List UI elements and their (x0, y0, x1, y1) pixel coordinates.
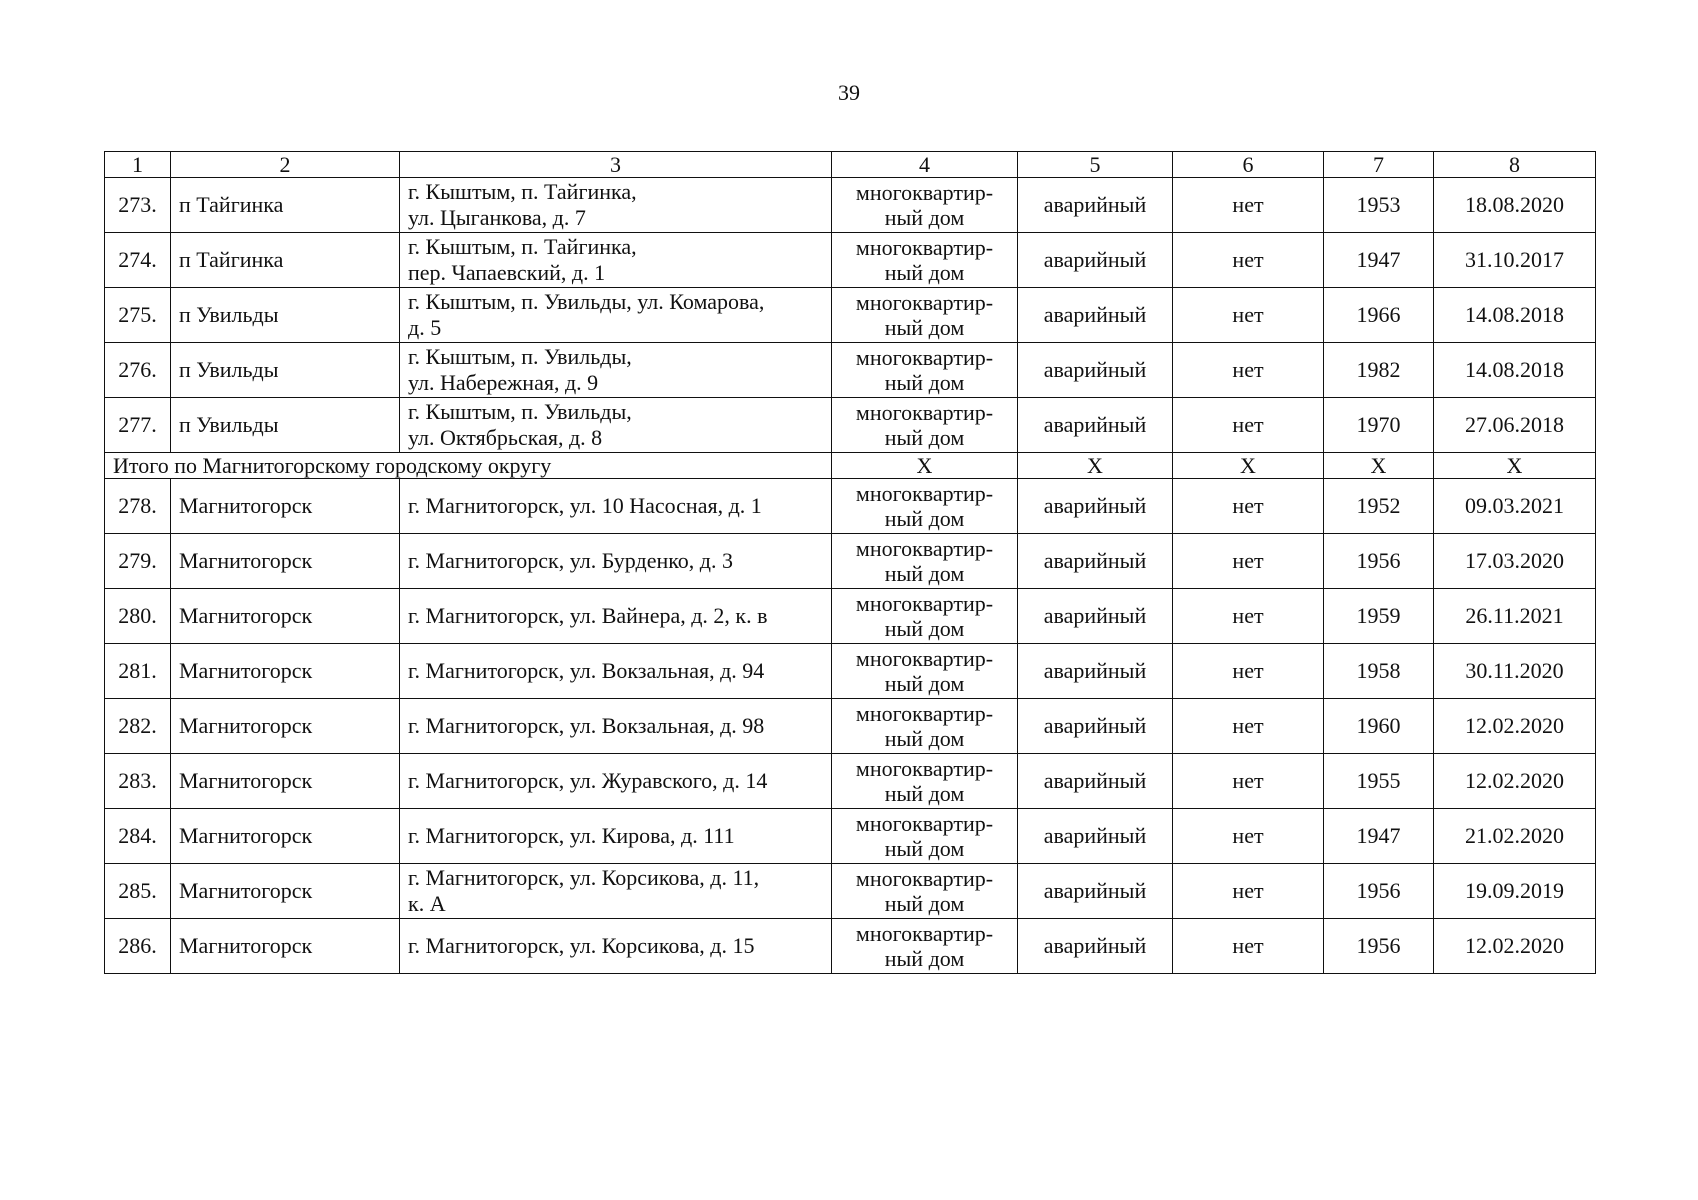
flag-cell (1173, 754, 1324, 809)
flag-cell (1173, 589, 1324, 644)
address-line: г. Магнитогорск, ул. Вокзальная, д. 98 (408, 713, 765, 738)
condition-cell (1018, 479, 1173, 534)
year-cell (1324, 534, 1434, 589)
build-year: 1956 (1356, 878, 1401, 903)
total-mark-cell (1173, 453, 1324, 479)
locality-cell (171, 479, 400, 534)
date-cell (1434, 809, 1596, 864)
condition-cell (1018, 864, 1173, 919)
address-line: г. Магнитогорск, ул. Журавского, д. 14 (408, 768, 768, 793)
building-type-line: ный дом (884, 671, 965, 696)
date-cell (1434, 479, 1596, 534)
year-cell (1324, 864, 1434, 919)
address-cell (400, 589, 832, 644)
row-number-cell (105, 288, 171, 343)
condition-cell (1018, 534, 1173, 589)
flag-cell (1173, 534, 1324, 589)
locality-name: п Увильды (179, 357, 279, 382)
condition-cell (1018, 919, 1173, 974)
building-type-line: многоквартир- (855, 756, 994, 781)
build-year: 1955 (1356, 768, 1401, 793)
address-cell (400, 178, 832, 233)
condition-cell (1018, 288, 1173, 343)
recognition-date: 09.03.2021 (1465, 493, 1564, 518)
recognition-date: 26.11.2021 (1465, 603, 1564, 628)
table-row (105, 864, 1596, 919)
build-year: 1956 (1356, 933, 1401, 958)
locality-cell (171, 644, 400, 699)
row-number-cell (105, 343, 171, 398)
build-year: 1953 (1356, 192, 1401, 217)
condition-status: аварийный (1043, 823, 1147, 848)
address-cell (400, 534, 832, 589)
year-cell (1324, 479, 1434, 534)
recognition-date: 17.03.2020 (1465, 548, 1564, 573)
date-cell (1434, 398, 1596, 453)
recognition-date: 18.08.2020 (1465, 192, 1564, 217)
date-cell (1434, 343, 1596, 398)
locality-cell (171, 589, 400, 644)
row-number: 285. (118, 878, 157, 903)
table-body (105, 152, 1596, 974)
building-type-line: многоквартир- (855, 481, 994, 506)
column-number: 6 (1173, 152, 1324, 178)
building-type-line: многоквартир- (855, 811, 994, 836)
building-type-cell (832, 343, 1018, 398)
column-number: 1 (105, 152, 171, 178)
condition-cell (1018, 809, 1173, 864)
recognition-date: 12.02.2020 (1465, 713, 1564, 738)
year-cell (1324, 644, 1434, 699)
address-line: г. Магнитогорск, ул. Корсикова, д. 11, (408, 865, 760, 890)
date-cell (1434, 288, 1596, 343)
row-number-cell (105, 754, 171, 809)
date-cell (1434, 754, 1596, 809)
flag-cell (1173, 864, 1324, 919)
row-number: 278. (118, 493, 157, 518)
flag-value: нет (1232, 658, 1264, 683)
building-type-cell (832, 919, 1018, 974)
building-type-cell (832, 699, 1018, 754)
address-line: г. Магнитогорск, ул. 10 Насосная, д. 1 (408, 493, 762, 518)
building-type-line: ный дом (884, 836, 965, 861)
year-cell (1324, 398, 1434, 453)
column-number: 3 (400, 152, 832, 178)
year-cell (1324, 343, 1434, 398)
condition-cell (1018, 699, 1173, 754)
locality-cell (171, 233, 400, 288)
recognition-date: 31.10.2017 (1465, 247, 1564, 272)
address-line: г. Магнитогорск, ул. Вокзальная, д. 94 (408, 658, 765, 683)
page-number: 39 (838, 80, 860, 105)
locality-name: п Тайгинка (179, 247, 284, 272)
address-line: ул. Цыганкова, д. 7 (408, 205, 586, 230)
build-year: 1956 (1356, 548, 1401, 573)
building-type-cell (832, 754, 1018, 809)
locality-name: Магнитогорск (179, 603, 313, 628)
table-row (105, 699, 1596, 754)
build-year: 1966 (1356, 302, 1401, 327)
table-row (105, 233, 1596, 288)
row-number: 286. (118, 933, 157, 958)
year-cell (1324, 589, 1434, 644)
date-cell (1434, 919, 1596, 974)
table-row (105, 479, 1596, 534)
address-line: пер. Чапаевский, д. 1 (408, 260, 606, 285)
row-number-cell (105, 479, 171, 534)
flag-cell (1173, 343, 1324, 398)
building-type-line: многоквартир- (855, 536, 994, 561)
column-number: 4 (832, 152, 1018, 178)
address-line: г. Магнитогорск, ул. Кирова, д. 111 (408, 823, 735, 848)
flag-value: нет (1232, 823, 1264, 848)
address-cell (400, 644, 832, 699)
flag-cell (1173, 809, 1324, 864)
total-mark-cell (1434, 453, 1596, 479)
locality-cell (171, 178, 400, 233)
date-cell (1434, 178, 1596, 233)
flag-cell (1173, 479, 1324, 534)
condition-status: аварийный (1043, 713, 1147, 738)
column-number: 5 (1018, 152, 1173, 178)
address-line: г. Кыштым, п. Тайгинка, (408, 234, 637, 259)
building-type-line: ный дом (884, 425, 965, 450)
flag-cell (1173, 233, 1324, 288)
locality-name: Магнитогорск (179, 768, 313, 793)
condition-cell (1018, 754, 1173, 809)
building-type-line: ный дом (884, 315, 965, 340)
locality-name: Магнитогорск (179, 493, 313, 518)
column-number-row (105, 152, 1596, 178)
condition-status: аварийный (1043, 493, 1147, 518)
condition-cell (1018, 343, 1173, 398)
row-number-cell (105, 644, 171, 699)
condition-status: аварийный (1043, 412, 1147, 437)
condition-cell (1018, 589, 1173, 644)
building-type-line: многоквартир- (855, 400, 994, 425)
address-cell (400, 754, 832, 809)
flag-value: нет (1232, 603, 1264, 628)
table-row (105, 754, 1596, 809)
locality-cell (171, 699, 400, 754)
condition-status: аварийный (1043, 768, 1147, 793)
table-row (105, 288, 1596, 343)
building-type-line: ный дом (884, 616, 965, 641)
flag-value: нет (1232, 247, 1264, 272)
condition-status: аварийный (1043, 878, 1147, 903)
building-type-line: многоквартир- (855, 290, 994, 315)
column-number: 2 (171, 152, 400, 178)
condition-status: аварийный (1043, 933, 1147, 958)
date-cell (1434, 534, 1596, 589)
locality-name: Магнитогорск (179, 713, 313, 738)
address-line: д. 5 (408, 315, 442, 340)
flag-value: нет (1232, 878, 1264, 903)
row-number: 276. (118, 357, 157, 382)
date-cell (1434, 644, 1596, 699)
table-row (105, 809, 1596, 864)
total-label: Итого по Магнитогорскому городскому округу (113, 452, 552, 478)
row-number-cell (105, 919, 171, 974)
recognition-date: 14.08.2018 (1465, 302, 1564, 327)
address-line: г. Магнитогорск, ул. Вайнера, д. 2, к. в (408, 603, 768, 628)
flag-cell (1173, 919, 1324, 974)
locality-name: п Увильды (179, 412, 279, 437)
build-year: 1970 (1356, 412, 1401, 437)
condition-cell (1018, 644, 1173, 699)
table-row (105, 178, 1596, 233)
building-type-line: многоквартир- (855, 591, 994, 616)
condition-status: аварийный (1043, 548, 1147, 573)
building-type-line: ный дом (884, 370, 965, 395)
year-cell (1324, 288, 1434, 343)
condition-status: аварийный (1043, 192, 1147, 217)
row-number-cell (105, 864, 171, 919)
row-number: 281. (118, 658, 157, 683)
row-number-cell (105, 699, 171, 754)
flag-cell (1173, 178, 1324, 233)
flag-value: нет (1232, 713, 1264, 738)
row-number: 283. (118, 768, 157, 793)
condition-cell (1018, 178, 1173, 233)
address-cell (400, 343, 832, 398)
total-mark: Х (916, 452, 933, 478)
building-type-line: ный дом (884, 260, 965, 285)
building-type-line: ный дом (884, 205, 965, 230)
year-cell (1324, 178, 1434, 233)
building-type-line: многоквартир- (855, 235, 994, 260)
condition-status: аварийный (1043, 302, 1147, 327)
date-cell (1434, 864, 1596, 919)
building-type-cell (832, 178, 1018, 233)
recognition-date: 19.09.2019 (1465, 878, 1564, 903)
total-mark: Х (1506, 452, 1523, 478)
address-line: г. Кыштым, п. Увильды, ул. Комарова, (408, 289, 765, 314)
date-cell (1434, 699, 1596, 754)
build-year: 1959 (1356, 603, 1401, 628)
building-type-line: ный дом (884, 561, 965, 586)
locality-name: п Увильды (179, 302, 279, 327)
building-type-cell (832, 809, 1018, 864)
flag-cell (1173, 644, 1324, 699)
total-mark-cell (832, 453, 1018, 479)
locality-cell (171, 534, 400, 589)
building-type-line: ный дом (884, 506, 965, 531)
address-line: к. А (408, 891, 446, 916)
row-number: 275. (118, 302, 157, 327)
housing-registry-table (104, 151, 1596, 974)
recognition-date: 21.02.2020 (1465, 823, 1564, 848)
flag-value: нет (1232, 357, 1264, 382)
locality-cell (171, 398, 400, 453)
building-type-cell (832, 534, 1018, 589)
recognition-date: 12.02.2020 (1465, 768, 1564, 793)
locality-name: Магнитогорск (179, 878, 313, 903)
row-number-cell (105, 589, 171, 644)
year-cell (1324, 233, 1434, 288)
locality-cell (171, 809, 400, 864)
address-line: г. Кыштым, п. Тайгинка, (408, 179, 637, 204)
condition-status: аварийный (1043, 357, 1147, 382)
address-cell (400, 398, 832, 453)
address-line: г. Кыштым, п. Увильды, (408, 344, 632, 369)
flag-cell (1173, 398, 1324, 453)
row-number-cell (105, 534, 171, 589)
total-row (105, 453, 1596, 479)
build-year: 1958 (1356, 658, 1401, 683)
condition-status: аварийный (1043, 247, 1147, 272)
locality-cell (171, 864, 400, 919)
locality-name: п Тайгинка (179, 192, 284, 217)
row-number: 280. (118, 603, 157, 628)
building-type-line: многоквартир- (855, 180, 994, 205)
row-number-cell (105, 398, 171, 453)
total-mark: Х (1240, 452, 1256, 478)
address-cell (400, 288, 832, 343)
building-type-line: ный дом (884, 946, 965, 971)
total-mark: Х (1370, 452, 1387, 478)
flag-cell (1173, 288, 1324, 343)
row-number-cell (105, 233, 171, 288)
row-number: 282. (118, 713, 157, 738)
row-number: 273. (118, 192, 157, 217)
recognition-date: 27.06.2018 (1465, 412, 1564, 437)
date-cell (1434, 589, 1596, 644)
condition-cell (1018, 398, 1173, 453)
address-cell (400, 479, 832, 534)
building-type-line: многоквартир- (855, 921, 994, 946)
row-number-cell (105, 178, 171, 233)
address-cell (400, 233, 832, 288)
year-cell (1324, 919, 1434, 974)
flag-value: нет (1232, 493, 1264, 518)
column-number: 8 (1434, 152, 1596, 178)
row-number: 279. (118, 548, 157, 573)
locality-cell (171, 919, 400, 974)
address-line: г. Магнитогорск, ул. Бурденко, д. 3 (408, 548, 733, 573)
year-cell (1324, 809, 1434, 864)
total-mark-cell (1324, 453, 1434, 479)
row-number: 277. (118, 412, 157, 437)
recognition-date: 30.11.2020 (1465, 658, 1564, 683)
table-row (105, 534, 1596, 589)
condition-cell (1018, 233, 1173, 288)
flag-value: нет (1232, 302, 1264, 327)
flag-value: нет (1232, 768, 1264, 793)
total-label-cell (105, 453, 832, 479)
building-type-cell (832, 233, 1018, 288)
table-row (105, 398, 1596, 453)
table-row (105, 589, 1596, 644)
table-row (105, 343, 1596, 398)
recognition-date: 12.02.2020 (1465, 933, 1564, 958)
flag-value: нет (1232, 412, 1264, 437)
flag-value: нет (1232, 933, 1264, 958)
column-number: 7 (1324, 152, 1434, 178)
building-type-line: многоквартир- (855, 345, 994, 370)
locality-name: Магнитогорск (179, 823, 313, 848)
building-type-cell (832, 589, 1018, 644)
locality-cell (171, 288, 400, 343)
address-cell (400, 919, 832, 974)
building-type-cell (832, 644, 1018, 699)
build-year: 1947 (1356, 247, 1401, 272)
address-line: ул. Октябрьская, д. 8 (408, 425, 603, 450)
address-cell (400, 699, 832, 754)
building-type-line: ный дом (884, 781, 965, 806)
build-year: 1947 (1356, 823, 1401, 848)
date-cell (1434, 233, 1596, 288)
building-type-cell (832, 398, 1018, 453)
building-type-cell (832, 479, 1018, 534)
locality-name: Магнитогорск (179, 548, 313, 573)
build-year: 1982 (1356, 357, 1401, 382)
address-line: г. Магнитогорск, ул. Корсикова, д. 15 (408, 933, 755, 958)
building-type-line: многоквартир- (855, 866, 994, 891)
address-cell (400, 864, 832, 919)
locality-cell (171, 343, 400, 398)
table-row (105, 919, 1596, 974)
row-number: 274. (118, 247, 157, 272)
building-type-cell (832, 288, 1018, 343)
locality-cell (171, 754, 400, 809)
building-type-line: многоквартир- (855, 701, 994, 726)
row-number: 284. (118, 823, 157, 848)
condition-status: аварийный (1043, 603, 1147, 628)
address-line: ул. Набережная, д. 9 (408, 370, 599, 395)
locality-name: Магнитогорск (179, 933, 313, 958)
building-type-line: ный дом (884, 726, 965, 751)
condition-status: аварийный (1043, 658, 1147, 683)
flag-value: нет (1232, 548, 1264, 573)
building-type-line: ный дом (884, 891, 965, 916)
build-year: 1952 (1356, 493, 1401, 518)
flag-cell (1173, 699, 1324, 754)
year-cell (1324, 754, 1434, 809)
year-cell (1324, 699, 1434, 754)
address-cell (400, 809, 832, 864)
building-type-line: многоквартир- (855, 646, 994, 671)
row-number-cell (105, 809, 171, 864)
address-line: г. Кыштым, п. Увильды, (408, 399, 632, 424)
total-mark-cell (1018, 453, 1173, 479)
build-year: 1960 (1356, 713, 1401, 738)
recognition-date: 14.08.2018 (1465, 357, 1564, 382)
table-row (105, 644, 1596, 699)
locality-name: Магнитогорск (179, 658, 313, 683)
flag-value: нет (1232, 192, 1264, 217)
total-mark: Х (1087, 452, 1103, 478)
building-type-cell (832, 864, 1018, 919)
